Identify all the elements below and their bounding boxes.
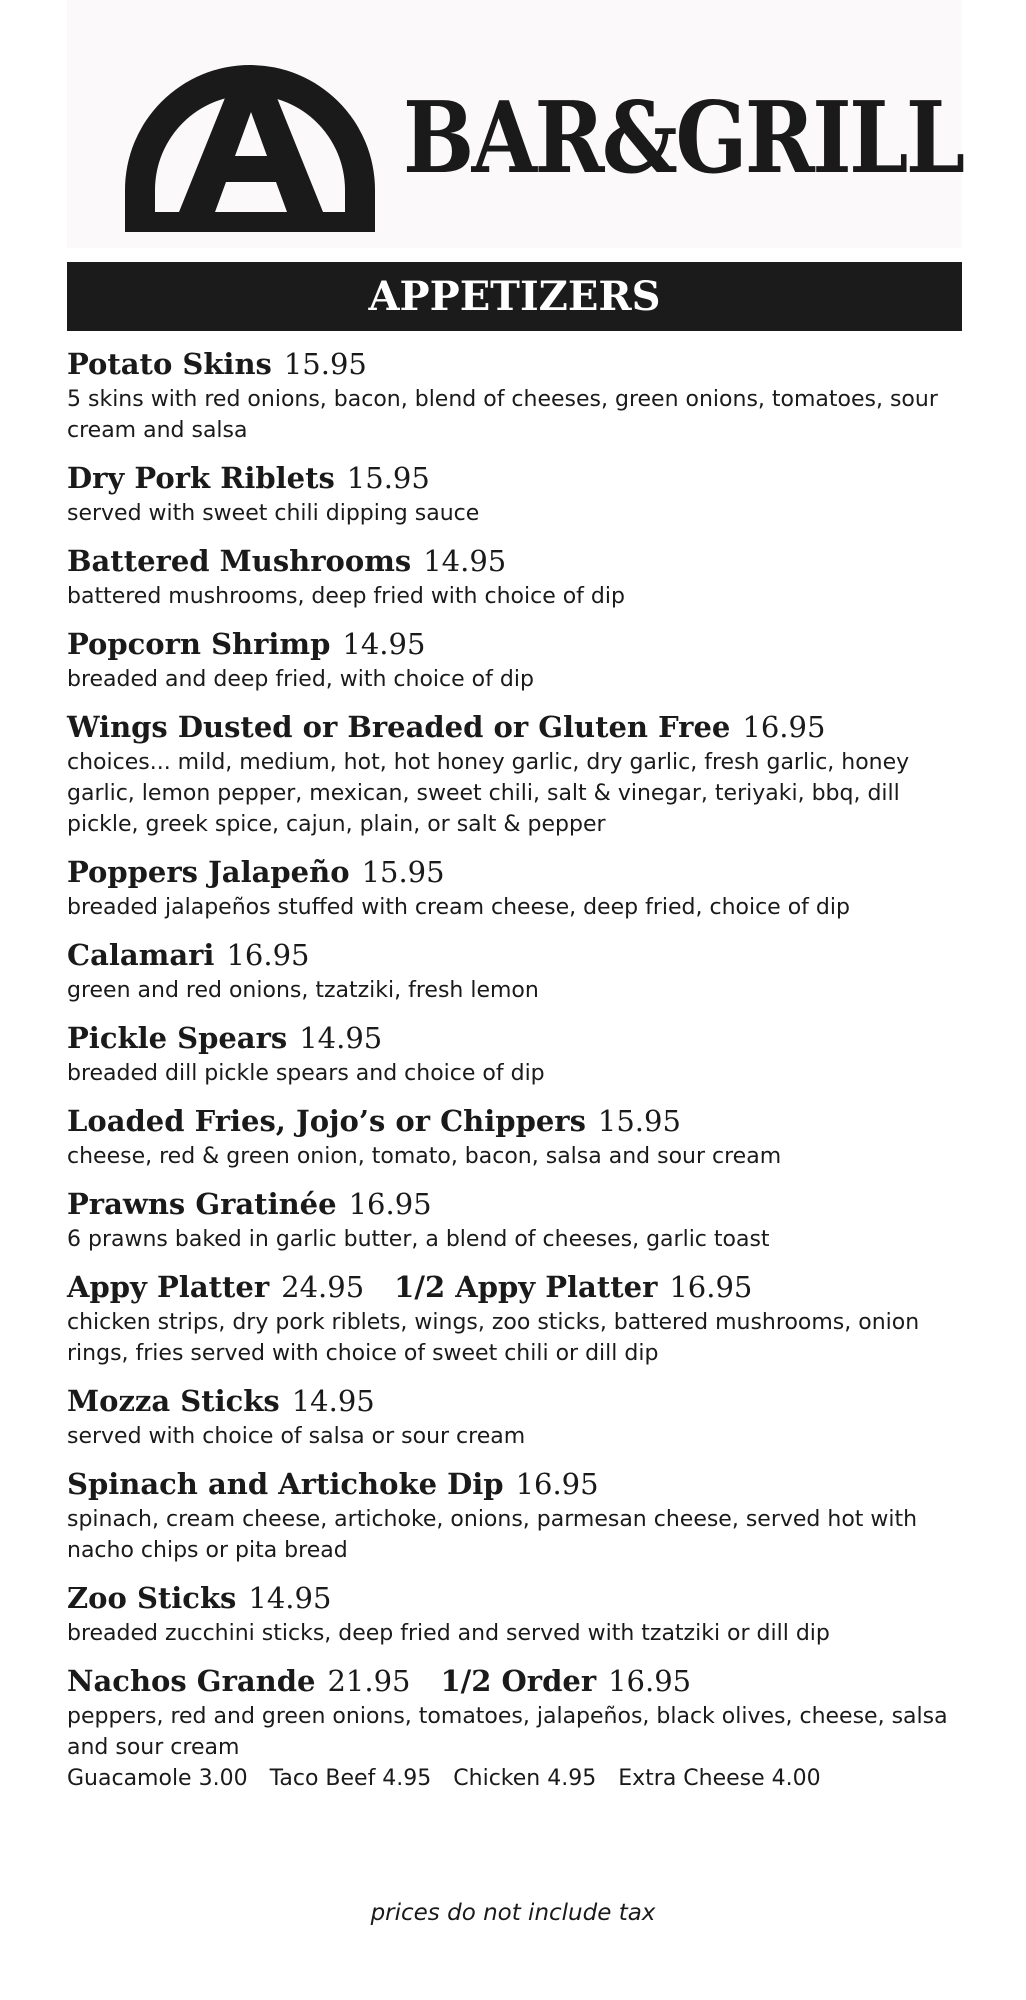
item-name: Mozza Sticks <box>67 1384 280 1418</box>
menu-item <box>67 935 967 1006</box>
item-description: 5 skins with red onions, bacon, blend of cheeses, green onions, tomatoes, sour cream and salsa <box>67 387 938 443</box>
footer-note: prices do not include tax <box>370 1900 656 1926</box>
item-description: chicken strips, dry pork riblets, wings, zoo sticks, battered mushrooms, onion rings, fries served with choice of sweet chili or dill dip <box>67 1310 920 1366</box>
item-price: 14.95 <box>248 1581 332 1615</box>
extra-option: Chicken 4.95 <box>453 1766 597 1791</box>
item-price: 24.95 <box>281 1270 365 1304</box>
item-price: 21.95 <box>327 1664 411 1698</box>
item-description: served with sweet chili dipping sauce <box>67 501 480 526</box>
item-price: 15.95 <box>597 1104 681 1138</box>
item-name: Dry Pork Riblets <box>67 461 335 495</box>
menu-item-title <box>67 541 967 581</box>
menu-item <box>67 852 967 923</box>
item-sub-name: 1/2 Appy Platter <box>394 1270 658 1304</box>
item-name: Zoo Sticks <box>67 1581 237 1615</box>
menu-item <box>67 624 967 695</box>
item-price: 15.95 <box>283 347 367 381</box>
item-name: Spinach and Artichoke Dip <box>67 1467 504 1501</box>
menu-item-title <box>67 935 967 975</box>
item-price: 15.95 <box>361 855 445 889</box>
menu-item-title <box>67 707 967 747</box>
logo-wordmark: BAR&GRILL <box>403 81 963 196</box>
menu-item-title <box>67 344 967 384</box>
logo <box>67 0 962 248</box>
item-name: Wings Dusted or Breaded or Gluten Free <box>67 710 731 744</box>
item-sub-price: 16.95 <box>608 1664 692 1698</box>
menu-item-title <box>67 1267 967 1307</box>
item-description: green and red onions, tzatziki, fresh lemon <box>67 978 539 1003</box>
extra-option: Taco Beef 4.95 <box>269 1766 432 1791</box>
extra-option: Guacamole 3.00 <box>67 1766 248 1791</box>
item-price: 16.95 <box>226 938 310 972</box>
item-name: Appy Platter <box>67 1270 270 1304</box>
extra-option: Extra Cheese 4.00 <box>618 1766 821 1791</box>
item-name: Loaded Fries, Jojo’s or Chippers <box>67 1104 586 1138</box>
item-name: Poppers Jalapeño <box>67 855 350 889</box>
menu-items <box>67 344 967 1806</box>
menu-item-title <box>67 1578 967 1618</box>
menu-item <box>67 458 967 529</box>
item-name: Potato Skins <box>67 347 272 381</box>
item-description: peppers, red and green onions, tomatoes, jalapeños, black olives, cheese, salsa and sour cream <box>67 1704 948 1760</box>
section-title: APPETIZERS <box>67 262 962 331</box>
menu-item <box>67 1267 967 1369</box>
item-price: 16.95 <box>348 1187 432 1221</box>
menu-item-title <box>67 1184 967 1224</box>
menu-item <box>67 541 967 612</box>
item-price: 15.95 <box>346 461 430 495</box>
item-description: battered mushrooms, deep fried with choice of dip <box>67 584 625 609</box>
item-description: served with choice of salsa or sour cream <box>67 1424 526 1449</box>
item-description: choices... mild, medium, hot, hot honey garlic, dry garlic, fresh garlic, honey garlic, lemon pepper, mexican, sweet chili, salt & vinegar, teriyaki, bbq, dill pickle, greek spice, cajun, plain, or salt & pepper <box>67 750 910 837</box>
item-description: breaded jalapeños stuffed with cream cheese, deep fried, choice of dip <box>67 895 850 920</box>
item-name: Nachos Grande <box>67 1664 316 1698</box>
menu-item <box>67 1184 967 1255</box>
menu-item-title <box>67 1018 967 1058</box>
item-description: spinach, cream cheese, artichoke, onions, parmesan cheese, served hot with nacho chips or pita bread <box>67 1507 918 1563</box>
menu-item-title <box>67 852 967 892</box>
menu-item <box>67 1661 967 1794</box>
item-description: 6 prawns baked in garlic butter, a blend of cheeses, garlic toast <box>67 1227 770 1252</box>
item-price: 14.95 <box>342 627 426 661</box>
item-price: 14.95 <box>291 1384 375 1418</box>
menu-item <box>67 1578 967 1649</box>
menu-item <box>67 707 967 840</box>
item-description: breaded and deep fried, with choice of dip <box>67 667 534 692</box>
menu-item <box>67 1018 967 1089</box>
item-extras <box>67 1763 967 1794</box>
menu-item <box>67 1464 967 1566</box>
item-description: breaded dill pickle spears and choice of dip <box>67 1061 545 1086</box>
menu-item-title <box>67 1101 967 1141</box>
menu-item-title <box>67 624 967 664</box>
menu-item <box>67 1381 967 1452</box>
item-description: cheese, red & green onion, tomato, bacon, salsa and sour cream <box>67 1144 782 1169</box>
item-price: 14.95 <box>299 1021 383 1055</box>
menu-item-title <box>67 1381 967 1421</box>
item-price: 16.95 <box>515 1467 599 1501</box>
menu-item <box>67 1101 967 1172</box>
item-name: Calamari <box>67 938 215 972</box>
item-sub-price: 16.95 <box>669 1270 753 1304</box>
item-price: 14.95 <box>423 544 507 578</box>
item-price: 16.95 <box>742 710 826 744</box>
item-description: breaded zucchini sticks, deep fried and served with tzatziki or dill dip <box>67 1621 830 1646</box>
item-name: Battered Mushrooms <box>67 544 412 578</box>
menu-item-title <box>67 1464 967 1504</box>
item-name: Pickle Spears <box>67 1021 288 1055</box>
menu-item-title <box>67 458 967 498</box>
item-name: Prawns Gratinée <box>67 1187 337 1221</box>
menu-item-title <box>67 1661 967 1701</box>
item-name: Popcorn Shrimp <box>67 627 331 661</box>
item-sub-name: 1/2 Order <box>440 1664 597 1698</box>
menu-item <box>67 344 967 446</box>
